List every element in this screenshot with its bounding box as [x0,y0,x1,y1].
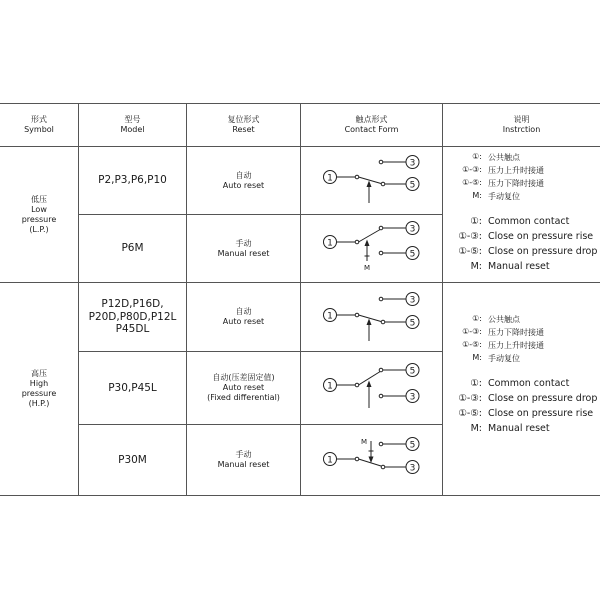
group-high-pressure [0,283,78,495]
description-key: M: [470,261,482,272]
model-name: P6M [121,242,144,255]
description-line [452,340,597,353]
terminal-bottom-label: 3 [409,463,416,474]
header-reset-en: Reset [232,125,255,134]
header-model-cn: 型号 [124,115,141,124]
description-key: M: [472,191,482,200]
terminal-bottom-label: 5 [409,318,416,329]
description-line [452,314,597,327]
terminal-top-label: 3 [409,224,416,235]
description-value: 公共触点 [488,153,520,162]
terminal-common-label: 1 [327,238,333,249]
group-symbol-en: pressure [21,389,57,398]
terminal-common-label: 1 [327,381,333,392]
terminal-common-label: 1 [327,455,333,466]
reset-cn: 自动 [235,170,252,180]
description-line [452,229,597,244]
model-cell [79,425,186,495]
group-symbol-en: High [29,379,49,388]
contact-diagram [301,215,442,282]
reset-en-note: (Fixed differential) [207,393,280,402]
description-high-pressure [452,314,597,436]
model-name: P30,P45L [108,381,157,394]
reset-cn: 手动 [235,238,252,248]
description-value: Manual reset [488,261,550,272]
reset-cn: 手动 [235,450,252,459]
reset-cn: 自动 [235,307,252,316]
terminal-top-label: 3 [409,295,416,306]
description-value: 压力下降时接通 [488,328,544,337]
manual-reset-label: M [360,438,368,446]
model-name: P2,P3,P6,P10 [98,174,167,187]
description-key: ①: [470,378,482,389]
header-desc-cn: 说明 [513,115,530,124]
description-value: Close on pressure rise [488,408,594,419]
header-reset [187,104,300,146]
group-symbol-abbr: (L.P.) [29,224,49,234]
description-line [452,259,597,274]
description-line [452,391,597,406]
header-symbol-en: Symbol [24,125,54,134]
description-line [452,165,597,178]
manual-reset-label: M [363,264,371,272]
contact-diagram [301,425,442,495]
header-symbol-cn: 形式 [31,115,47,124]
description-line [452,214,597,229]
header-description [443,104,600,146]
model-cell [79,147,186,214]
description-line [452,152,597,165]
terminal-bottom-label: 3 [409,392,416,403]
model-name: P45DL [115,323,150,336]
description-key: ①-⑤: [462,178,482,187]
reset-cell [187,352,300,424]
reset-en: Manual reset [217,460,270,469]
reset-cell [187,425,300,495]
description-value: 手动复位 [488,354,520,363]
description-value: 压力上升时接通 [488,166,544,175]
header-reset-cn: 复位形式 [227,115,260,124]
model-cell [79,352,186,424]
group-symbol-en: Low [31,204,47,214]
description-key: ①-⑤: [458,246,482,257]
header-desc-en: Instrction [502,125,541,134]
reset-cell [187,215,300,282]
terminal-top-label: 5 [409,366,416,377]
description-line [452,327,597,340]
model-name: P30M [118,453,147,466]
description-value: 压力上升时接通 [488,341,544,350]
terminal-top-label: 5 [409,440,416,451]
model-cell [79,215,186,282]
terminal-top-label: 3 [409,158,416,169]
reset-en: Auto reset [222,180,265,190]
group-low-pressure [0,147,78,282]
header-contact-cn: 触点形式 [355,115,388,124]
description-key: ①: [470,216,482,227]
description-low-pressure [452,152,597,274]
terminal-bottom-label: 5 [409,249,416,260]
description-key: ①: [472,152,482,161]
contact-diagram [301,352,442,424]
description-line [452,191,597,204]
description-line [452,376,597,391]
description-line [452,178,597,191]
header-contact [301,104,442,146]
description-key: ①-③: [458,393,482,404]
description-line [452,244,597,259]
reset-cell [187,283,300,351]
description-value: Common contact [488,216,570,227]
description-key: ①-③: [458,231,482,242]
terminal-common-label: 1 [327,173,333,184]
header-model [79,104,186,146]
contact-diagram [301,283,442,351]
header-contact-en: Contact Form [344,125,399,134]
description-key: ①-③: [462,165,482,174]
description-line [452,421,597,436]
terminal-bottom-label: 5 [409,180,416,191]
contact-diagram [301,147,442,214]
description-key: ①-⑤: [458,408,482,419]
group-symbol-cn: 低压 [31,194,47,204]
description-key: ①: [472,314,482,323]
reset-en: Manual reset [217,248,270,258]
header-model-en: Model [120,125,145,134]
reset-en: Auto reset [222,317,265,326]
description-key: ①-⑤: [462,340,482,349]
terminal-common-label: 1 [327,311,333,322]
header-symbol [0,104,78,146]
reset-cn: 自动(压差固定值) [212,373,275,382]
group-symbol-cn: 高压 [31,369,47,378]
reset-cell [187,147,300,214]
model-cell [79,283,186,351]
description-line [452,406,597,421]
description-value: Close on pressure drop [488,246,598,257]
description-value: Close on pressure rise [488,231,594,242]
description-key: ①-③: [462,327,482,336]
model-name: P12D,P16D, [101,298,164,311]
description-value: Close on pressure drop [488,393,598,404]
description-key: M: [472,353,482,362]
group-symbol-abbr: (H.P.) [28,399,50,408]
description-key: M: [470,423,482,434]
description-value: Manual reset [488,423,550,434]
description-value: Common contact [488,378,570,389]
description-value: 公共触点 [488,315,520,324]
reset-en: Auto reset [222,383,265,392]
description-value: 压力下降时接通 [488,179,544,188]
description-line [452,353,597,366]
model-name: P20D,P80D,P12L [88,310,177,323]
description-value: 手动复位 [488,192,520,201]
group-symbol-en: pressure [21,214,57,224]
